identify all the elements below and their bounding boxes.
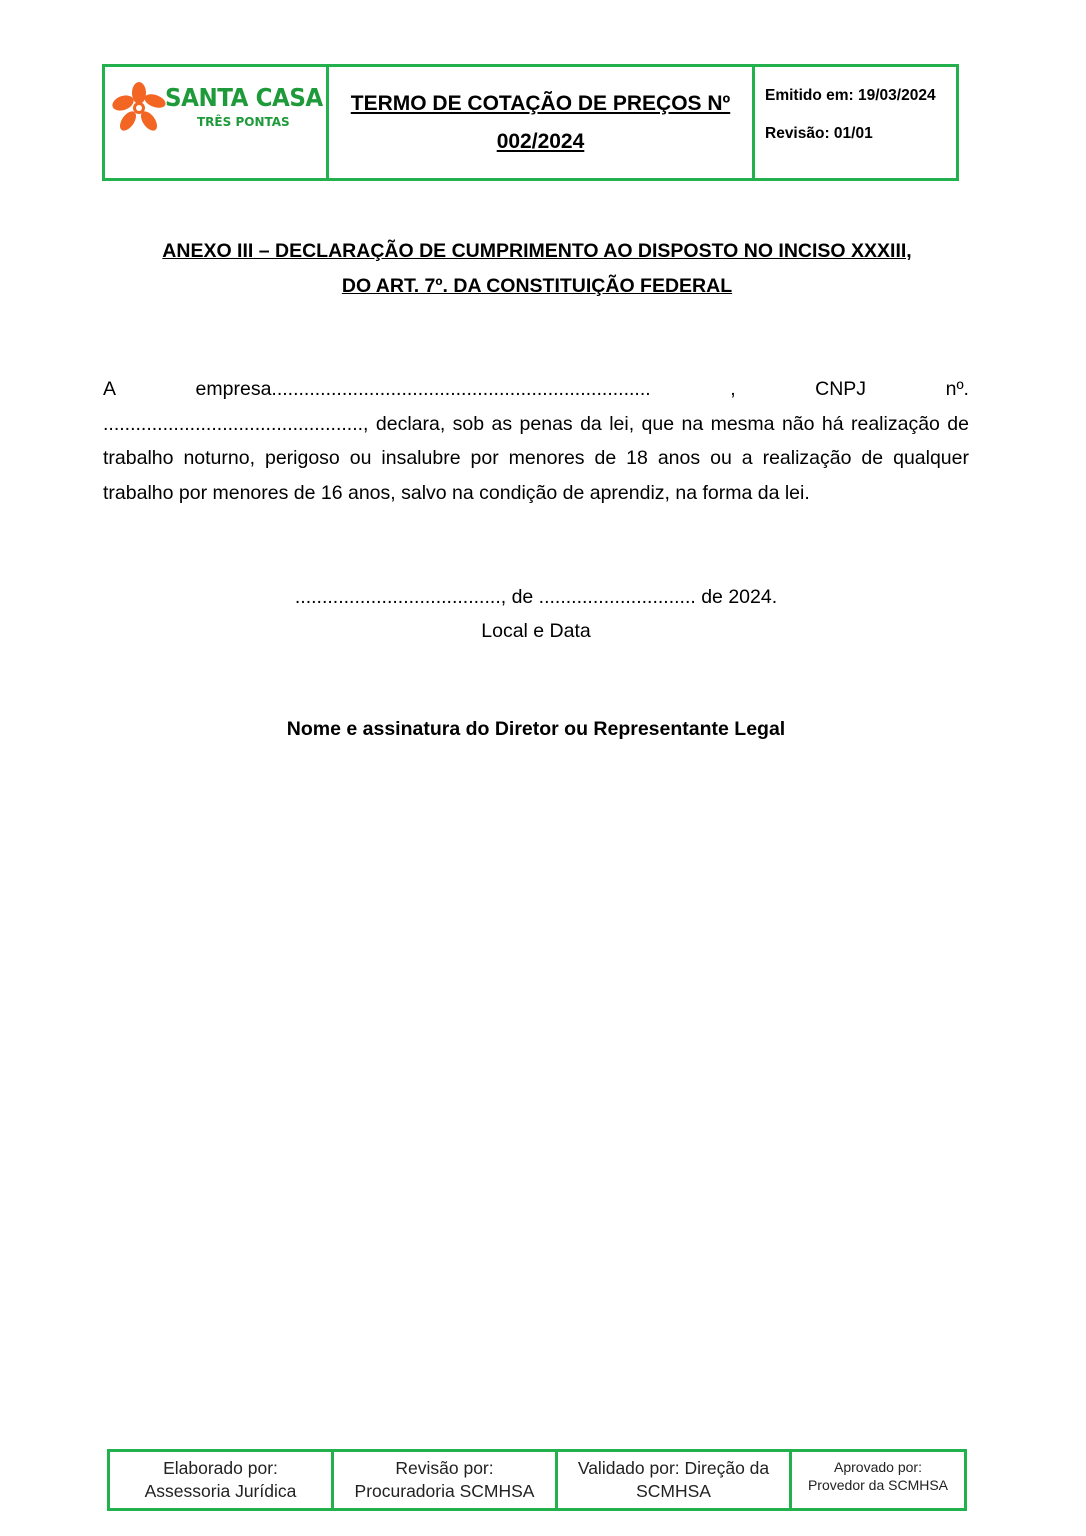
footer-elaborated [110,1452,334,1508]
title-cell [329,67,755,178]
cnpj-label: CNPJ [815,378,867,400]
declaration-paragraph [103,372,969,510]
number-label: nº. [945,378,969,400]
document-title [351,85,730,161]
comma: , [730,378,736,400]
footer-validated-value: SCMHSA [636,1481,711,1501]
flower-icon [111,81,167,133]
footer-approved-label: Aprovado por: [834,1459,922,1475]
footer-approved [792,1452,964,1508]
footer-validated-label: Validado por: Direção da [577,1458,770,1478]
place-date-label: Local e Data [481,620,591,642]
logo-cell [105,67,329,178]
document-footer [107,1449,967,1511]
annex-heading-line-1: ANEXO III – DECLARAÇÃO DE CUMPRIMENTO AO DISPOSTO NO INCISO XXXIII, [162,240,912,262]
revision-number: Revisão: 01/01 [765,125,873,142]
footer-elaborated-value: Assessoria Jurídica [144,1481,297,1501]
company-blank: empresa...................................................................... [195,378,651,400]
footer-validated [558,1452,792,1508]
place-date-line: ......................................, de ............................. de 2024. [294,586,778,608]
title-line-1: TERMO DE COTAÇÃO DE PREÇOS Nº [350,91,731,115]
footer-revision-value: Procuradoria SCMHSA [354,1481,535,1501]
place-date-block [0,580,1072,648]
footer-elaborated-label: Elaborado por: [163,1458,278,1478]
logo-subtext: TRÊS PONTAS [197,115,290,129]
signature-label: Nome e assinatura do Diretor ou Representante Legal [286,718,786,740]
logo-brand-text: SANTA CASA [165,83,323,112]
santa-casa-logo [111,81,321,141]
text-a: A [103,378,117,400]
annex-heading [102,234,972,304]
meta-cell [755,67,956,178]
declaration-first-line [103,372,969,407]
footer-approved-value: Provedor da SCMHSA [807,1477,949,1493]
footer-revision-label: Revisão por: [395,1458,494,1478]
emitted-date: Emitido em: 19/03/2024 [765,87,936,104]
document-header [102,64,959,181]
footer-revision [334,1452,558,1508]
annex-heading-line-2: DO ART. 7º. DA CONSTITUIÇÃO FEDERAL [341,275,733,297]
title-line-2: 002/2024 [496,129,585,153]
declaration-text: ................................................, declara, sob as penas da lei, que na mesma não há realização de trabalho noturno, perigoso ou insalubre por menores de 18 anos ou a realização de qualquer trabalho por menores de 16 anos, salvo na condição de aprendiz, na forma da lei. [103,412,969,504]
